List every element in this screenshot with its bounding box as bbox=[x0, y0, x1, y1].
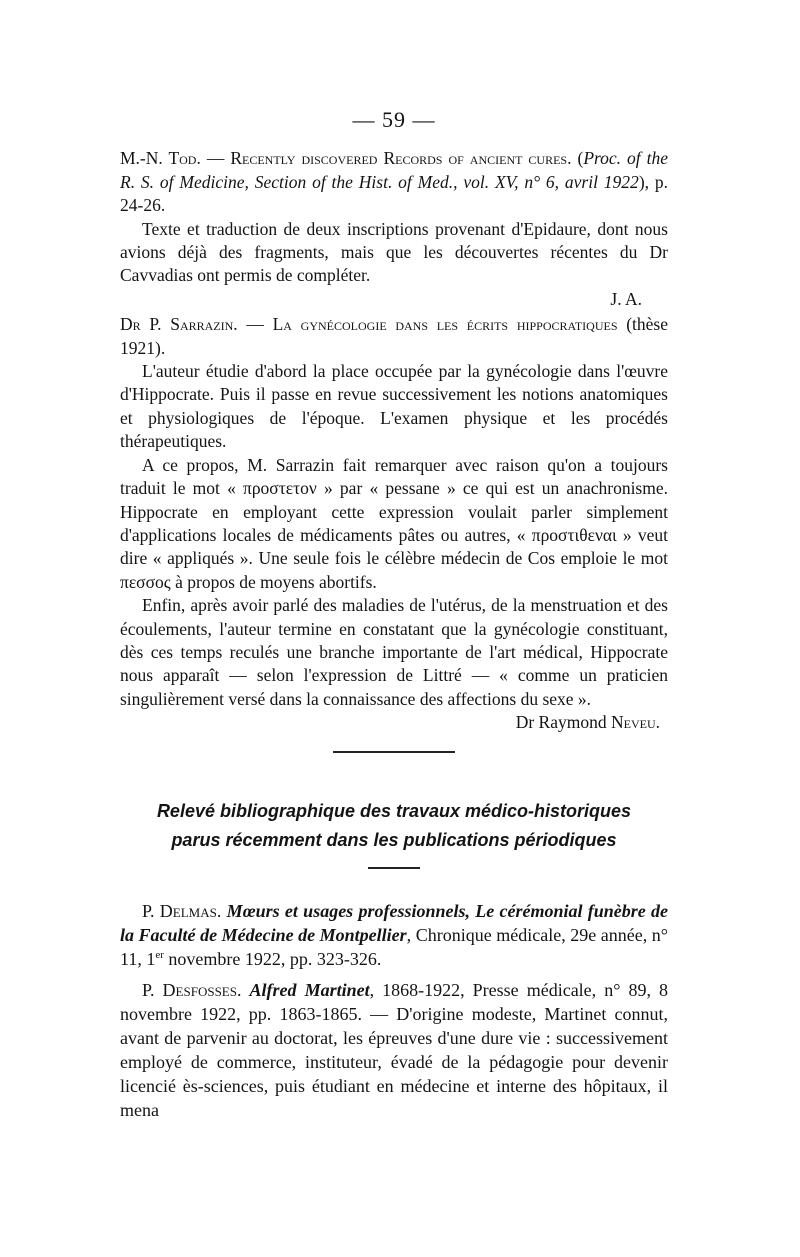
review-2-paragraph-2: A ce propos, M. Sarrazin fait remarquer avec raison qu'on a toujours traduit le mot « προστετον » par « pessane » ce qui est un anachronisme. Hippocrate en employant cette expression voulait parler simplement d'applications locales de médicaments pâtes ou autres, « προστιθεναι » veut dire « appliqués ». Une seule fois le célèbre médecin de Cos emploie le mot πεσσος à propos de moyens abortifs. bbox=[120, 454, 668, 592]
bib-entry-2-rest: , 1868-1922, Presse médicale, n° 89, 8 novembre 1922, pp. 1863-1865. — D'origine modeste, Martinet connut, avant de parvenir au doctorat, les épreuves d'une dure vie : successivement employé de commerce, instituteur, évadé de la pédagogie pour devenir licencié ès-sciences, puis étudiant en médecine et interne des hôpitaux, il mena bbox=[120, 979, 668, 1120]
page-content bbox=[120, 108, 668, 1122]
section-heading-line-1: Relevé bibliographique des travaux médico-historiques bbox=[156, 800, 632, 821]
review-1-citation bbox=[120, 147, 668, 217]
bib-entry-2 bbox=[120, 978, 668, 1122]
bib-entry-1-title: Mœurs et usages professionnels, Le cérémonial funèbre de la Faculté de Médecine de Montpellier bbox=[120, 900, 669, 945]
heading-underline bbox=[368, 867, 420, 869]
review-1-dash: — bbox=[200, 148, 231, 169]
review-2-author: Dr P. Sarrazin. bbox=[120, 314, 238, 335]
review-1-author: M.-N. Tod. bbox=[120, 148, 201, 169]
review-1-body: Texte et traduction de deux inscriptions provenant d'Epidaure, dont nous avions déjà des fragments, mais que les découvertes récentes du Dr Cavvadias ont permis de compléter. bbox=[120, 218, 668, 286]
bib-entry-1-rest-a: , Chronique médicale, 29e année, n° 11, 1 bbox=[120, 924, 668, 969]
bib-entry-1-sup: er bbox=[155, 948, 164, 961]
section-heading bbox=[120, 797, 668, 855]
review-2-paragraph-3: Enfin, après avoir parlé des maladies de l'utérus, de la menstruation et des écoulements, l'auteur termine en constatant que la gynécologie constituant, dès ces temps reculés une branche importante de l'art médical, Hippocrate nous apparaît — selon l'expression de Littré — « comme un praticien singulièrement versé dans la connaissance des affections du sexe ». bbox=[120, 595, 668, 709]
review-2-citation bbox=[120, 313, 668, 360]
review-1-signature: J. A. bbox=[610, 288, 642, 309]
bib-entry-2-author: P. Desfosses. bbox=[142, 979, 242, 1000]
bib-entry-1-rest-b: novembre 1922, pp. 323-326. bbox=[163, 948, 382, 969]
review-2-signature-prefix: Dr Raymond bbox=[515, 712, 611, 733]
review-2-paragraph-1: L'auteur étudie d'abord la place occupée par la gynécologie dans l'œuvre d'Hippocrate. Puis il passe en revue successivement les notions anatomiques et physiologiques de l'époque. L'examen physique et les procédés thérapeutiques. bbox=[120, 361, 668, 452]
review-2-signature bbox=[120, 711, 668, 734]
bib-entry-2-title: Alfred Martinet bbox=[249, 979, 370, 1000]
review-1-source: Proc. of the R. S. of Medicine, Section of the Hist. of Med., vol. XV, n° 6, avril 1922 bbox=[120, 148, 669, 192]
page-number: — 59 — bbox=[352, 107, 436, 132]
review-2-signature-name: Neveu. bbox=[610, 712, 660, 733]
bib-entry-1-author: P. Delmas. bbox=[142, 900, 222, 921]
bib-entry-1 bbox=[120, 899, 668, 971]
review-1-title: Recently discovered Records of ancient cures. bbox=[230, 148, 572, 169]
review-1-source-close: ), p. 24-26. bbox=[120, 171, 668, 216]
review-1-source-open: ( bbox=[571, 148, 584, 169]
review-2-title: La gynécologie dans les écrits hippocratiques bbox=[272, 314, 618, 335]
review-2-after-title: (thèse 1921). bbox=[120, 314, 669, 358]
section-divider bbox=[333, 751, 455, 753]
review-2-dash: — bbox=[237, 314, 273, 335]
section-heading-line-2: parus récemment dans les publications périodiques bbox=[171, 829, 617, 850]
